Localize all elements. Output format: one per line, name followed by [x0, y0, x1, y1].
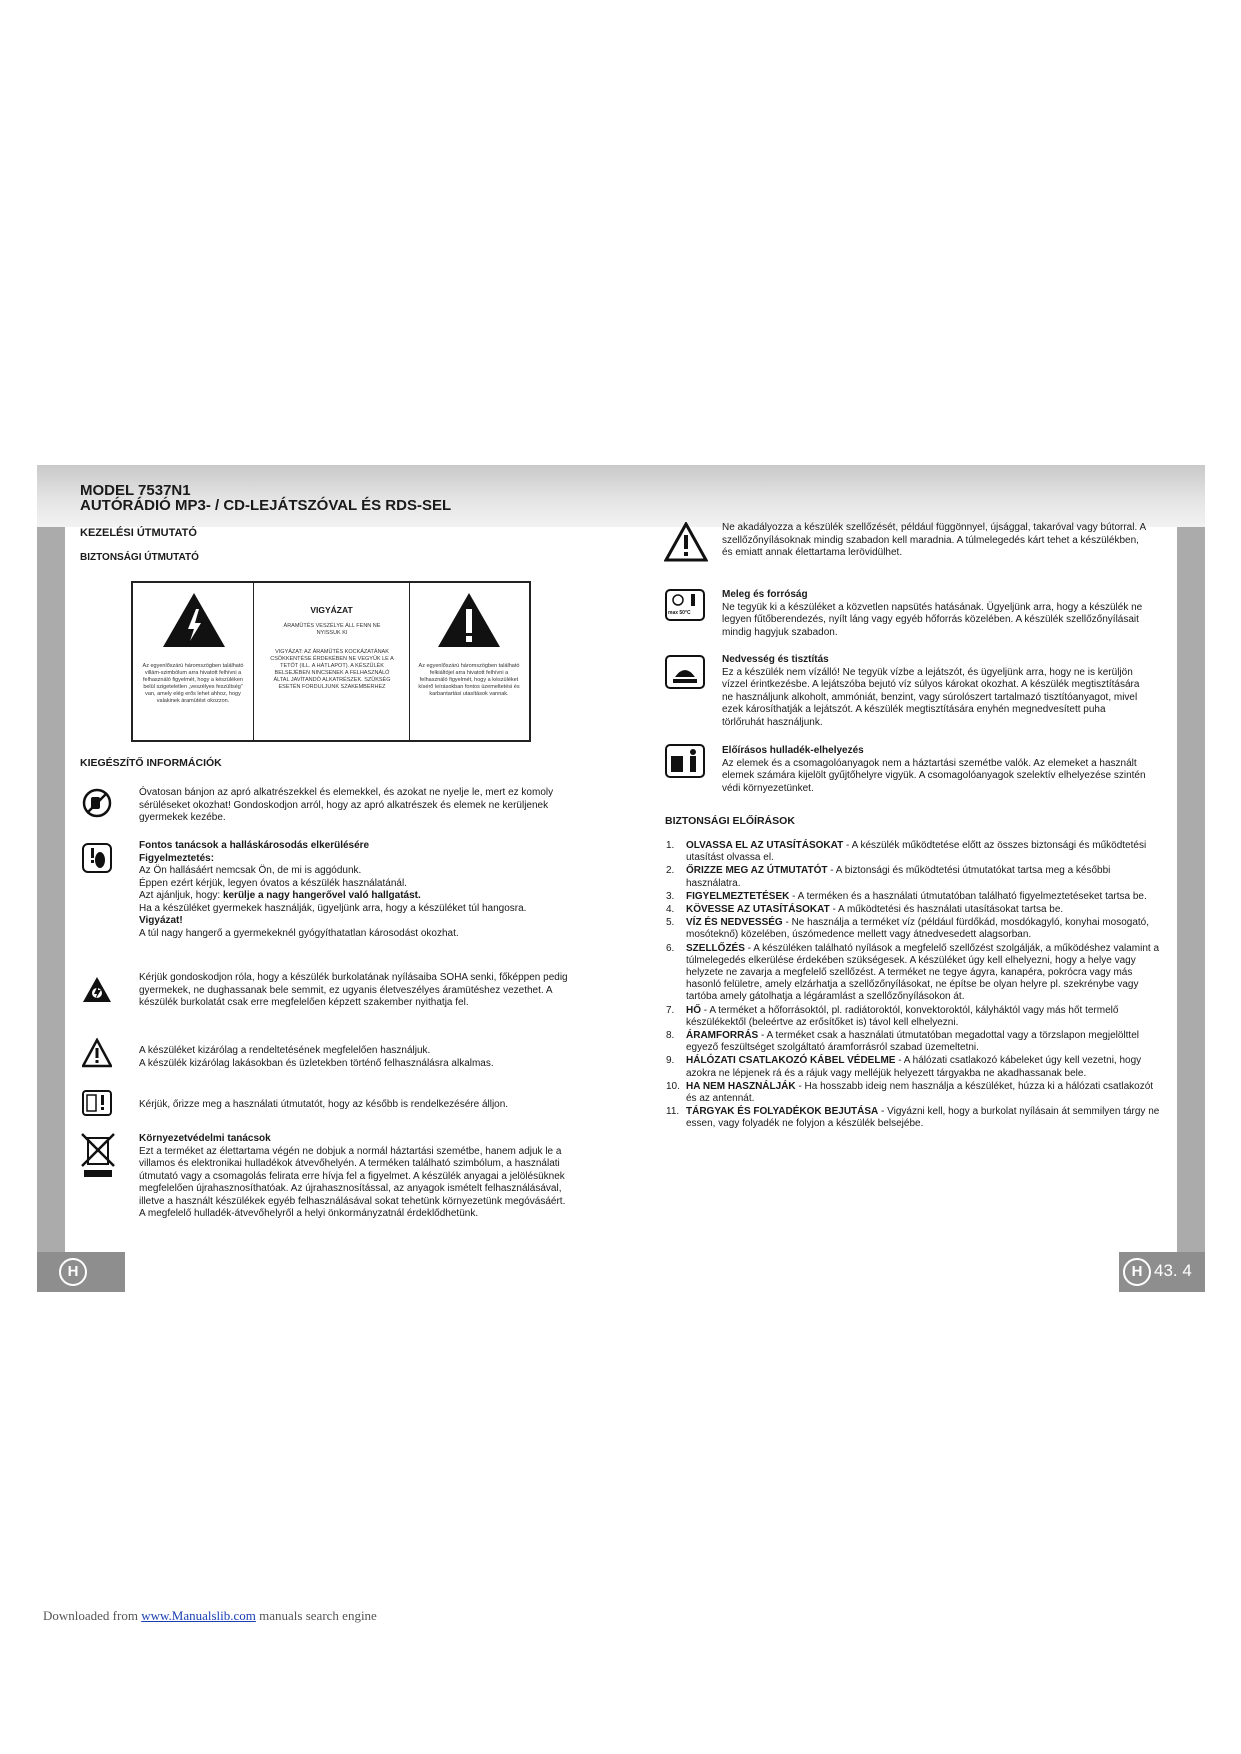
warning-center-panel [254, 583, 410, 740]
heat-block [722, 589, 1147, 639]
rule-text: - A működtetési és használati utasításokat tartsa be. [829, 904, 1064, 916]
environment-text: Ezt a terméket az élettartama végén ne dobjuk a normál háztartási szemétbe, hanem adjuk le a villamos és elektronikai hulladékok átvevőhelyén. A terméken található szimbólum, a használati útmutató vagy a csomagolás felirata erre hívja fel a figyelmet. A készülék anyagai a jelölésüknek megfelelően újrahasznosíthatóak. Az újrahasznosítással, az anyagok ismételt felhasználásával, illetve a használt készülékek egyéb felhasználásával sokat tehetünk környezetünk megóvásáért. [139, 1145, 566, 1207]
safety-rules-list [666, 840, 1160, 1132]
moisture-title: Nedvesség és tisztítás [722, 654, 829, 665]
rule-text: - Ne használja a terméket víz (például fürdőkád, mosdókagyló, konyhai mosogató, mosóteknő) közelében, úszómedence mellett vagy átnedvesedett alagsorban. [686, 917, 1150, 941]
waste-disposal-icon [665, 744, 705, 778]
rule-number: 5. [666, 917, 675, 929]
list-item [666, 1081, 1160, 1105]
lightning-triangle-icon [161, 591, 227, 649]
rule-keyword: ÁRAMFORRÁS [686, 1030, 759, 1042]
exclamation-explanation: Az egyenlőszárú háromszögben található felkiáltójel arra hivatott felhívni a felhasználó figyelmét, hogy a készüléket kísérő leírásokban fontos üzemeltetési és karbantartási utasítások vannak. [418, 663, 520, 697]
safety-rules-heading: BIZTONSÁGI ELŐÍRÁSOK [665, 815, 795, 827]
list-item [666, 943, 1160, 1004]
moisture-cleaning-icon [665, 655, 705, 689]
environment-title: Környezetvédelmi tanácsok [139, 1133, 271, 1144]
ventilation-text: Ne akadályozza a készülék szellőzését, például függönnyel, újsággal, takaróval vagy bútorral. A szellőzőnyílásoknak mindig szabadon kell maradnia. A túlmelegedés kárt tehet a készülékben, és emiatt annak élettartama lerövidülhet. [722, 522, 1146, 558]
warning-left-panel [133, 583, 254, 740]
hearing-line-3-bold: kerülje a nagy hangerővel való hallgatást. [222, 890, 421, 901]
electric-shock-icon [82, 975, 112, 1005]
ventilation-warning-icon [664, 522, 708, 562]
hearing-warning-icon [82, 843, 112, 873]
rule-text: - Vigyázni kell, hogy a burkolat nyílásain át semmilyen tárgy ne essen, vagy folyadék ne folyjon a készülék belsejébe. [686, 1106, 1160, 1130]
rule-keyword: OLVASSA EL AZ UTASÍTÁSOKAT [686, 840, 844, 851]
hearing-line-2: Éppen ezért kérjük, legyen óvatos a készülék használatánál. [139, 877, 407, 889]
usage-block [139, 1045, 579, 1070]
rule-text: - A terméket csak a használati útmutatóban megadottal vagy a törzslapon megjelölttel egyező feszültséget szolgáltató áramforrásról szabad üzemeltetni. [686, 1030, 1139, 1054]
heat-title: Meleg és forróság [722, 589, 808, 600]
rule-number: 11. [666, 1106, 680, 1118]
header-band [37, 465, 1205, 527]
rule-text: - A készüléken található nyílások a megfelelő szellőzést szolgálják, a működéshez valamint a túlmelegedés elkerülése érdekében szükségesek. A készüléket úgy kell elhelyezni, hogy a helye vagy helyzete ne zavarja a megfelelő szellőzést. A terméket ne tegye ágyra, kanapéra, pokrócra vagy más hasonló felületre, amely elzárhatja a szellőzőnyílásokat, ne építse be olyan helyre pl. szekrénybe vagy tartóba amely gátolhatja a légáramlást a szellőzőnyílásokon át. [686, 942, 1160, 1003]
rule-keyword: KÖVESSE AZ UTASÍTÁSOKAT [686, 904, 830, 916]
hearing-caution-label: Vigyázat! [139, 915, 183, 926]
rule-keyword: HŐ [686, 1004, 701, 1016]
rule-text: - A hálózati csatlakozó kábeleket úgy kell vezetni, hogy azokra ne lépjenek rá és a rájuk vagy melléjük helyezett tárgyakba ne akadhassanak bele. [686, 1055, 1142, 1079]
exclamation-triangle-icon [436, 591, 502, 649]
rule-number: 3. [666, 890, 675, 902]
waste-text: Az elemek és a csomagolóanyagok nem a háztartási szemétbe valók. Az elemeket a használt elemek számára kijelölt gyűjtőhelyre vigyük. A csomagolóanyagok szelektív elhelyezése szintén védi környezetünket. [722, 757, 1146, 794]
footer-left-block [37, 1252, 125, 1292]
usage-line-2: A készülék kizárólag lakásokban és üzletekben történő felhasználásra alkalmas. [139, 1057, 494, 1069]
right-sidebar-bar [1177, 527, 1205, 1252]
list-item [666, 840, 1160, 864]
hungarian-badge-left: H [59, 1258, 87, 1286]
manualslib-link[interactable]: www.Manualslib.com [141, 1608, 256, 1623]
safety-heading: BIZTONSÁGI ÚTMUTATÓ [80, 552, 199, 563]
list-item [666, 865, 1160, 889]
small-parts-text: Óvatosan bánjon az apró alkatrészekkel és elemekkel, és azokat ne nyelje le, mert ez komoly sérüléseket okozhat! Gondoskodjon arról, hogy az apró alkatrészek és elemek ne kerüljenek gyermekek kezébe. [139, 787, 554, 823]
list-item [666, 1030, 1160, 1054]
moisture-text: Ez a készülék nem vízálló! Ne tegyük vízbe a lejátszót, és ügyeljünk arra, hogy ne is kerüljön vízzel érintkezésbe. A lejátszóba bejutó víz súlyos károkat okozhat. A készülék megtisztítására ne használjunk alkoholt, ammóniát, benzint, vagy súrolószert tartalmazó tisztítóanyagot, mivel ezek károsíthatják a lejátszót. A készülék megtisztítására enyhén megnedvesített puha törlőruhát használjunk. [722, 666, 1140, 728]
small-parts-icon [82, 788, 112, 818]
warning-box [131, 581, 531, 742]
page-number: 43. 4 [1154, 1261, 1192, 1280]
download-suffix: manuals search engine [255, 1608, 377, 1623]
hungarian-badge-right: H [1123, 1258, 1151, 1286]
environment-last-line: A megfelelő hulladék-átvevőhelyről a helyi önkormányzatnál érdeklődhetünk. [139, 1208, 479, 1219]
download-prefix: Downloaded from [43, 1608, 142, 1623]
caution-subtitle: ÁRAMÜTÉS VESZÉLYE ÁLL FENN NE NYISSUK KI [283, 623, 381, 636]
lightning-explanation: Az egyenlőszárú háromszögben található villám-szimbólum arra hivatott felhívni a felhasználó figyelmét, hogy a készüléken belül szigeteletlen „veszélyes feszültség” van, amely elég erős lehet ahhoz, hogy valakinek áramütést okozzon. [142, 663, 244, 704]
list-item [666, 904, 1160, 916]
heat-text: Ne tegyük ki a készüléket a közvetlen napsütés hatásának. Ügyeljünk arra, hogy a készülék ne legyen fűtőberendezés, nyílt láng vagy egyéb hőforrás közelében. A készülék szellőzőnyílásait mindig hagyjuk szabadon. [722, 601, 1143, 638]
rule-number: 9. [666, 1055, 675, 1067]
rule-keyword: TÁRGYAK ÉS FOLYADÉKOK BEJUTÁSA [686, 1106, 879, 1118]
hearing-title: Fontos tanácsok a halláskárosodás elkerülésére [139, 840, 370, 851]
keep-manual-text: Kérjük, őrizze meg a használati útmutatót, hogy az később is rendelkezésére álljon. [139, 1099, 509, 1110]
hearing-line-4: Ha a készüléket gyermekek használják, ügyeljünk arra, hogy a készüléket túl hangosra. [139, 902, 527, 914]
caution-title: VIGYÁZAT [310, 605, 353, 615]
list-item [666, 917, 1160, 941]
heat-icon-label: max 50°C [668, 610, 691, 616]
rule-number: 6. [666, 942, 675, 954]
hearing-warning-label: Figyelmeztetés: [139, 852, 215, 864]
caution-text: VIGYÁZAT: AZ ÁRAMÜTÉS KOCKÁZATÁNAK CSÖKKENTÉSE ÉRDEKÉBEN NE VEGYÜK LE A TETŐT (ILL. A HÁTLAPOT). A KÉSZÜLÉK BELSEJÉBEN NINCSENEK A FELHASZNÁLÓ ÁLTAL JAVÍTANDÓ ALKATRÉSZEK. SZÜKSÉG ESETÉN FORDULJUNK SZAKEMBERHEZ [270, 649, 394, 690]
moisture-block [722, 654, 1147, 729]
list-item [666, 1005, 1160, 1029]
product-title: AUTÓRÁDIÓ MP3- / CD-LEJÁTSZÓVAL ÉS RDS-SEL [80, 497, 452, 514]
hearing-line-3 [139, 890, 579, 903]
download-footer [43, 1608, 377, 1624]
environment-block [139, 1133, 579, 1221]
hearing-line-5: A túl nagy hangerő a gyermekeknél gyógyíthatatlan károsodást okozhat. [139, 927, 459, 939]
rule-keyword: HÁLÓZATI CSATLAKOZÓ KÁBEL VÉDELME [686, 1055, 896, 1067]
waste-title: Előírásos hulladék-elhelyezés [722, 745, 864, 756]
shock-text: Kérjük gondoskodjon róla, hogy a készülék burkolatának nyílásaiba SOHA senki, főképpen pedig gyermekek, ne dughassanak bele semmit, ez ugyanis életveszélyes áramütéshez vezethet. A készülék burkolatát csak erre megfelelően képzett szakember nyithatja fel. [139, 972, 568, 1008]
extra-info-heading: KIEGÉSZÍTŐ INFORMÁCIÓK [80, 757, 222, 769]
warning-right-panel [410, 583, 527, 740]
rule-number: 8. [666, 1030, 675, 1042]
hearing-line-1: Az Ön hallásáért nemcsak Ön, de mi is aggódunk. [139, 865, 362, 876]
rule-keyword: VÍZ ÉS NEDVESSÉG [686, 917, 783, 929]
heat-icon [665, 589, 705, 621]
rule-keyword: ŐRIZZE MEG AZ ÚTMUTATÓT [686, 865, 828, 877]
manual-book-icon [82, 1088, 112, 1118]
waste-block [722, 745, 1147, 795]
rule-text: - Ha hosszabb ideig nem használja a készüléket, húzza ki a hálózati csatlakozót és az antennát. [686, 1080, 1154, 1105]
rule-text: - A terméken és a használati útmutatóban található figyelmeztetéseket tartsa be. [789, 890, 1147, 902]
rule-keyword: FIGYELMEZTETÉSEK [686, 890, 790, 902]
rule-number: 4. [666, 904, 675, 916]
rule-text: - A terméket a hőforrásoktól, pl. radiátoroktól, konvektoroktól, kályháktól vagy más hőt termelő készülékektől (beleértve az erősítőket is) távol kell elhelyezni. [686, 1004, 1119, 1028]
usage-line-1: A készüléket kizárólag a rendeltetésének megfelelően használjuk. [139, 1045, 431, 1056]
rule-number: 10. [666, 1080, 680, 1092]
list-item [666, 1055, 1160, 1079]
left-sidebar-bar [37, 527, 65, 1252]
rule-text: - A készülék működtetése előtt az összes biztonsági és működtetési utasítást olvassa el. [686, 840, 1147, 864]
rule-keyword: SZELLŐZÉS [686, 942, 745, 954]
rule-number: 7. [666, 1004, 675, 1016]
list-item [666, 1106, 1160, 1130]
weee-bin-icon [80, 1132, 116, 1178]
manual-heading: KEZELÉSI ÚTMUTATÓ [80, 527, 197, 539]
hearing-block [139, 840, 579, 940]
list-item [666, 891, 1160, 903]
rule-number: 2. [666, 865, 675, 877]
rule-keyword: HA NEM HASZNÁLJÁK [686, 1080, 796, 1092]
caution-triangle-icon [82, 1038, 112, 1068]
rule-text: - A biztonsági és működtetési útmutatókat tartsa meg a későbbi használatra. [686, 865, 1111, 889]
model-title: MODEL 7537N1 [80, 482, 191, 499]
hearing-line-3-lead: Azt ajánljuk, hogy: [139, 890, 223, 901]
rule-number: 1. [666, 840, 675, 851]
footer-right-block [1119, 1252, 1205, 1292]
